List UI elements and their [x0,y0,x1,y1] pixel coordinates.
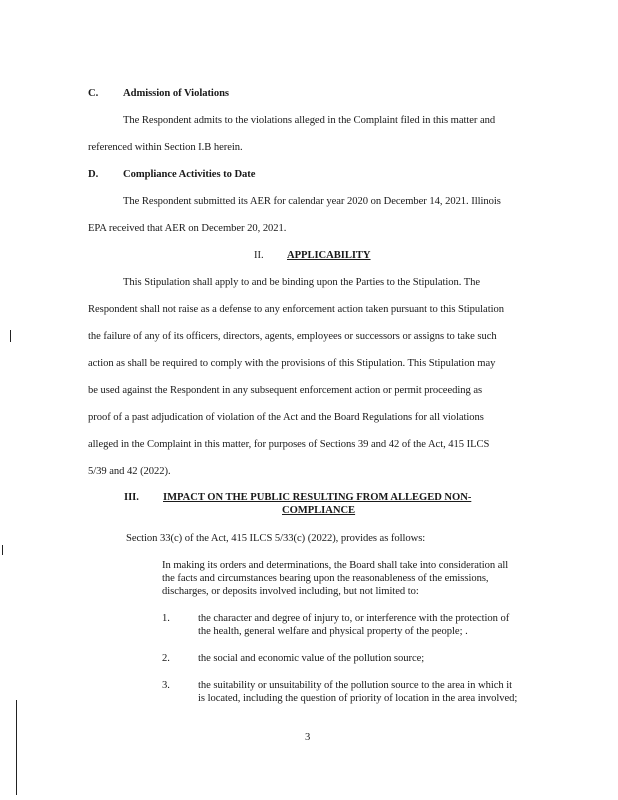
scan-edge-mark [2,545,3,555]
section-c-line-1: The Respondent admits to the violations alleged in the Complaint filed in this matter and [123,115,496,126]
section-ii-line-3: the failure of any of its officers, directors, agents, employees or successors or assigns to take such [88,331,497,342]
quote-line-2: the facts and circumstances bearing upon the reasonableness of the emissions, [162,573,489,584]
scan-edge-mark [10,330,11,342]
list-item-1-number: 1. [162,613,170,624]
section-d-line-2: EPA received that AER on December 20, 2021. [88,223,287,234]
section-d-heading: Compliance Activities to Date [123,169,256,180]
section-ii-line-5: be used against the Respondent in any subsequent enforcement action or permit proceeding as [88,385,483,396]
quote-line-1: In making its orders and determinations, the Board shall take into consideration all [162,560,509,571]
section-d-letter: D. [88,169,99,180]
section-c-line-2: referenced within Section I.B herein. [88,142,243,153]
section-d-line-1: The Respondent submitted its AER for calendar year 2020 on December 14, 2021. Illinois [123,196,501,207]
section-ii-line-4: action as shall be required to comply with the provisions of this Stipulation. This Stipulation may [88,358,496,369]
section-ii-line-7: alleged in the Complaint in this matter, for purposes of Sections 39 and 42 of the Act, 415 ILCS [88,439,490,450]
section-ii-line-6: proof of a past adjudication of violation of the Act and the Board Regulations for all violations [88,412,484,423]
section-ii-line-8: 5/39 and 42 (2022). [88,466,171,477]
section-ii-line-1: This Stipulation shall apply to and be binding upon the Parties to the Stipulation. The [123,277,481,288]
section-ii-line-2: Respondent shall not raise as a defense to any enforcement action taken pursuant to this Stipulation [88,304,504,315]
quote-line-3: discharges, or deposits involved including, but not limited to: [162,586,419,597]
section-ii-heading: APPLICABILITY [287,250,371,261]
list-item-2-line-1: the social and economic value of the pollution source; [198,653,425,664]
scan-edge-mark [16,700,17,795]
section-iii-heading-line-2: COMPLIANCE [282,505,356,516]
section-c-heading: Admission of Violations [123,88,229,99]
section-c-letter: C. [88,88,99,99]
list-item-3-line-1: the suitability or unsuitability of the pollution source to the area in which it [198,680,513,691]
list-item-3-line-2: is located, including the question of priority of location in the area involved; [198,693,518,704]
section-iii-heading-line-1: IMPACT ON THE PUBLIC RESULTING FROM ALLEGED NON- [163,492,472,503]
list-item-3-number: 3. [162,680,170,691]
list-item-2-number: 2. [162,653,170,664]
page-number: 3 [305,732,311,743]
section-ii-numeral: II. [254,250,264,261]
list-item-1-line-1: the character and degree of injury to, or interference with the protection of [198,613,510,624]
section-iii-intro: Section 33(c) of the Act, 415 ILCS 5/33(c) (2022), provides as follows: [126,533,426,544]
list-item-1-line-2: the health, general welfare and physical property of the people; . [198,626,468,637]
section-iii-numeral: III. [124,492,139,503]
